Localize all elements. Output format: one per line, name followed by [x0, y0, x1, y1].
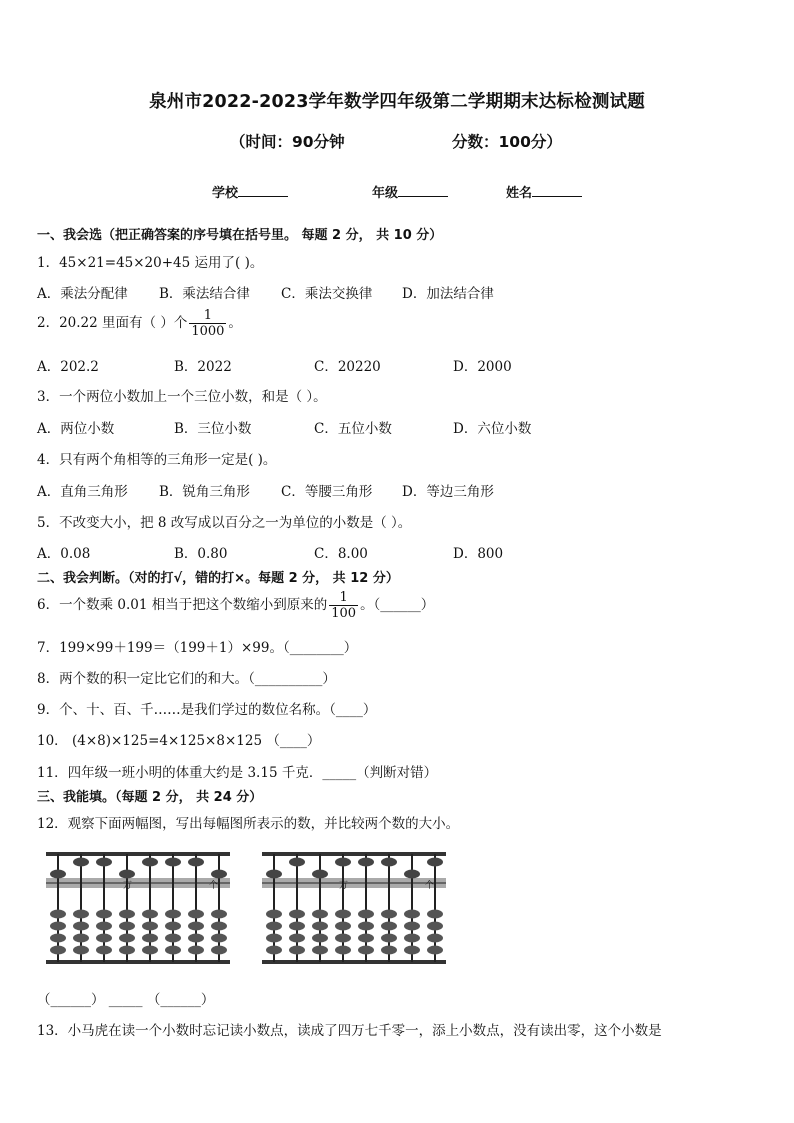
abacus-right-lower-bead: [427, 946, 443, 955]
abacus-right-lower-bead: [427, 934, 443, 943]
name-label: 姓名: [506, 186, 533, 201]
q12-stem: 12．观察下面两幅图，写出每幅图所表示的数，并比较两个数的大小。: [37, 816, 460, 832]
q2-fraction: [189, 308, 226, 339]
q10-stem: 10． (4×8)×125=4×125×8×125 （____）: [37, 733, 321, 749]
abacus-right-label-ge: 个: [425, 881, 435, 891]
abacus-right-upper-bead: [266, 870, 282, 879]
q1-option-c: C．乘法交换律: [281, 286, 373, 302]
q6-frac-den: 100: [331, 606, 357, 621]
abacus-left: [44, 848, 232, 968]
score-info: 分数：100分）: [452, 133, 562, 151]
q7-stem: 7．199×99＋199＝（199＋1）×99。（________）: [37, 640, 358, 656]
abacus-right-lower-bead: [289, 910, 305, 919]
abacus-right-lower-bead: [381, 946, 397, 955]
abacus-left-upper-bead: [50, 870, 66, 879]
abacus-right-lower-bead: [404, 922, 420, 931]
q4-option-a: A．直角三角形: [37, 484, 128, 500]
q13-stem: 13．小马虎在读一个小数时忘记读小数点，读成了四万七千零一，添上小数点，没有读出零，这个小数是: [37, 1023, 662, 1039]
grade-label: 年级: [372, 186, 399, 201]
abacus-right-lower-bead: [381, 922, 397, 931]
q6-frac-num: 1: [339, 590, 348, 605]
q9-stem: 9．个、十、百、千……是我们学过的数位名称。（____）: [37, 702, 377, 718]
q8-stem: 8．两个数的积一定比它们的和大。（__________）: [37, 671, 336, 687]
grade-blank: [398, 184, 448, 197]
abacus-left-lower-bead: [211, 934, 227, 943]
q2-frac-den: 1000: [191, 324, 225, 339]
q4-stem: 4．只有两个角相等的三角形一定是( )。: [37, 452, 277, 468]
section1-heading: 一、我会选（把正确答案的序号填在括号里。 每题 2 分， 共 10 分）: [37, 228, 443, 243]
abacus-right-upper-bead: [335, 858, 351, 867]
abacus-left-lower-bead: [165, 922, 181, 931]
abacus-left-lower-bead: [119, 934, 135, 943]
abacus-right-lower-bead: [335, 910, 351, 919]
abacus-left-lower-bead: [73, 934, 89, 943]
abacus-right-lower-bead: [427, 910, 443, 919]
abacus-left-lower-bead: [119, 910, 135, 919]
abacus-left-lower-bead: [142, 946, 158, 955]
abacus-right-label-wan: 万: [339, 881, 349, 891]
q1-stem: 1．45×21=45×20+45 运用了( )。: [37, 255, 264, 271]
time-info: （时间：90分钟: [230, 133, 345, 151]
q5-option-c: C．8.00: [314, 546, 368, 562]
q5-option-d: D．800: [453, 546, 504, 562]
abacus-left-lower-bead: [96, 910, 112, 919]
abacus-left-lower-bead: [73, 910, 89, 919]
abacus-right-lower-bead: [358, 934, 374, 943]
school-label: 学校: [212, 186, 239, 201]
abacus-left-lower-bead: [50, 934, 66, 943]
abacus-left-lower-bead: [211, 910, 227, 919]
abacus-left-label-wan: 万: [123, 881, 133, 891]
abacus-left-lower-bead: [96, 922, 112, 931]
abacus-left-lower-bead: [73, 922, 89, 931]
abacus-left-lower-bead: [73, 946, 89, 955]
section3-heading: 三、我能填。（每题 2 分， 共 24 分）: [37, 790, 263, 805]
abacus-left-lower-bead: [119, 946, 135, 955]
abacus-right-lower-bead: [289, 934, 305, 943]
abacus-right-lower-bead: [381, 934, 397, 943]
abacus-right-upper-bead: [289, 858, 305, 867]
abacus-left-lower-bead: [188, 946, 204, 955]
q4-option-b: B．锐角三角形: [159, 484, 250, 500]
abacus-right-lower-bead: [312, 922, 328, 931]
q2-option-b: B．2022: [174, 359, 232, 375]
q5-option-b: B．0.80: [174, 546, 228, 562]
abacus-left-lower-bead: [165, 946, 181, 955]
abacus-left-lower-bead: [188, 910, 204, 919]
abacus-right-frame: [262, 852, 446, 964]
abacus-right-lower-bead: [266, 910, 282, 919]
school-blank: [238, 184, 288, 197]
q4-option-c: C．等腰三角形: [281, 484, 373, 500]
q3-option-d: D．六位小数: [453, 421, 532, 437]
abacus-left-lower-bead: [188, 934, 204, 943]
q5-option-a: A．0.08: [37, 546, 91, 562]
abacus-left-upper-bead: [165, 858, 181, 867]
q6-fraction: [329, 590, 358, 621]
abacus-right-lower-bead: [404, 934, 420, 943]
abacus-left-lower-bead: [188, 922, 204, 931]
q2-option-c: C．20220: [314, 359, 381, 375]
abacus-left-lower-bead: [50, 910, 66, 919]
q1-option-b: B．乘法结合律: [159, 286, 250, 302]
abacus-right-lower-bead: [404, 946, 420, 955]
abacus-right-lower-bead: [312, 946, 328, 955]
abacus-right-lower-bead: [289, 946, 305, 955]
school-field: [212, 182, 288, 201]
q11-stem: 11．四年级一班小明的体重大约是 3.15 千克．_____（判断对错）: [37, 765, 438, 781]
exam-title: 泉州市2022-2023学年数学四年级第二学期期末达标检测试题: [149, 92, 645, 112]
q3-stem: 3．一个两位小数加上一个三位小数，和是（ ）。: [37, 389, 327, 405]
abacus-right-lower-bead: [289, 922, 305, 931]
q2-frac-num: 1: [203, 308, 213, 323]
abacus-right-upper-bead: [427, 858, 443, 867]
q2-option-a: A．202.2: [37, 359, 99, 375]
q6-after: 。（______）: [360, 597, 435, 613]
abacus-left-lower-bead: [50, 946, 66, 955]
q3-option-b: B．三位小数: [174, 421, 252, 437]
abacus-left-lower-bead: [142, 910, 158, 919]
abacus-left-upper-bead: [73, 858, 89, 867]
abacus-left-label-ge: 个: [209, 881, 219, 891]
section2-heading: 二、我会判断。（对的打√，错的打×。每题 2 分， 共 12 分）: [37, 571, 399, 586]
abacus-right-lower-bead: [312, 910, 328, 919]
abacus-left-upper-bead: [188, 858, 204, 867]
abacus-left-lower-bead: [96, 946, 112, 955]
abacus-left-lower-bead: [142, 922, 158, 931]
abacus-left-lower-bead: [142, 934, 158, 943]
q4-option-d: D．等边三角形: [402, 484, 494, 500]
abacus-left-lower-bead: [96, 934, 112, 943]
abacus-right-lower-bead: [266, 946, 282, 955]
name-field: [506, 182, 582, 201]
abacus-right-lower-bead: [358, 922, 374, 931]
q2-stem-after: 。: [228, 315, 242, 331]
abacus-left-upper-bead: [119, 870, 135, 879]
abacus-right: [260, 848, 448, 968]
abacus-right-lower-bead: [335, 934, 351, 943]
abacus-left-lower-bead: [165, 934, 181, 943]
abacus-right-lower-bead: [335, 946, 351, 955]
abacus-left-lower-bead: [211, 922, 227, 931]
abacus-left-lower-bead: [50, 922, 66, 931]
abacus-left-frame: [46, 852, 230, 964]
abacus-left-lower-bead: [211, 946, 227, 955]
abacus-right-lower-bead: [427, 922, 443, 931]
abacus-left-upper-bead: [211, 870, 227, 879]
abacus-right-upper-bead: [312, 870, 328, 879]
q1-option-d: D．加法结合律: [402, 286, 494, 302]
abacus-right-upper-bead: [358, 858, 374, 867]
abacus-right-lower-bead: [358, 910, 374, 919]
abacus-right-upper-bead: [381, 858, 397, 867]
name-blank: [532, 184, 582, 197]
abacus-right-lower-bead: [312, 934, 328, 943]
abacus-left-upper-bead: [96, 858, 112, 867]
abacus-right-lower-bead: [266, 934, 282, 943]
abacus-right-lower-bead: [404, 910, 420, 919]
q6-stem: [37, 590, 434, 621]
abacus-left-lower-bead: [165, 910, 181, 919]
q6-before: 6．一个数乘 0.01 相当于把这个数缩小到原来的: [37, 597, 328, 613]
q2-option-d: D．2000: [453, 359, 512, 375]
abacus-right-upper-bead: [404, 870, 420, 879]
q2-stem: [37, 308, 242, 339]
abacus-right-lower-bead: [266, 922, 282, 931]
q12-answer-line: （______） _____ （______）: [37, 992, 215, 1008]
q5-stem: 5．不改变大小，把 8 改写成以百分之一为单位的小数是（ ）。: [37, 515, 412, 531]
abacus-right-lower-bead: [358, 946, 374, 955]
abacus-left-lower-bead: [119, 922, 135, 931]
q3-option-c: C．五位小数: [314, 421, 392, 437]
grade-field: [372, 182, 448, 201]
abacus-right-lower-bead: [335, 922, 351, 931]
q1-option-a: A．乘法分配律: [37, 286, 128, 302]
abacus-left-upper-bead: [142, 858, 158, 867]
q3-option-a: A．两位小数: [37, 421, 115, 437]
q2-stem-before: 2．20.22 里面有（ ）个: [37, 315, 188, 331]
abacus-right-lower-bead: [381, 910, 397, 919]
